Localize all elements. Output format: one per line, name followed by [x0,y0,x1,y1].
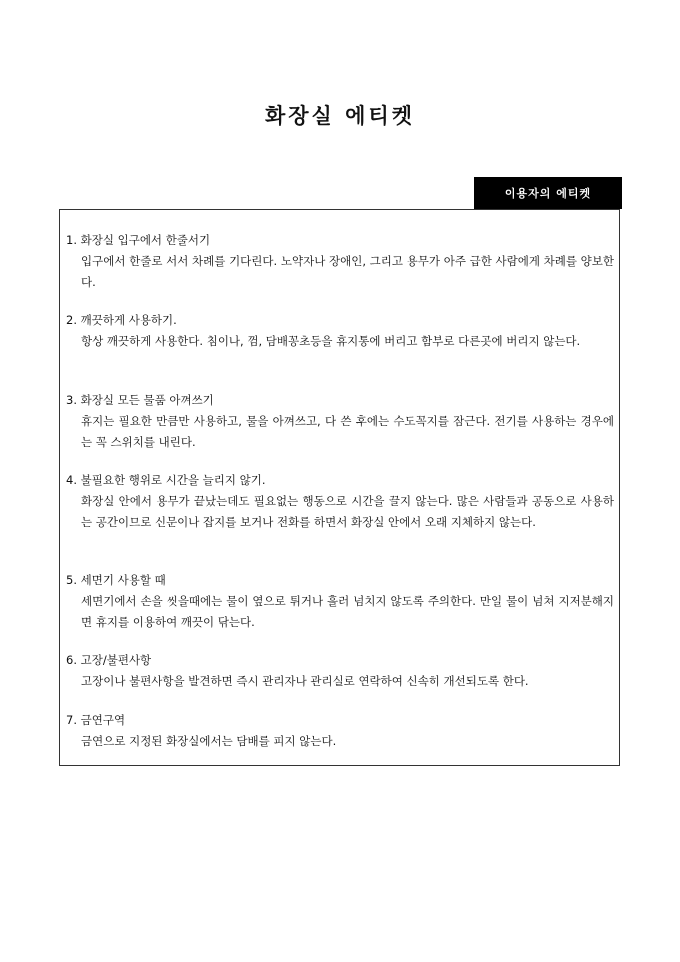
item-body: 휴지는 필요한 만큼만 사용하고, 물을 아껴쓰고, 다 쓴 후에는 수도꼭지를 잠근다. 전기를 사용하는 경우에는 꼭 스위치를 내린다. [81,414,614,449]
section-tab-label: 이용자의 에티켓 [474,177,622,209]
item-body: 세면기에서 손을 씻을때에는 물이 옆으로 튀거나 흘러 넘치지 않도록 주의한다. 만일 물이 넘쳐 지저분해지면 휴지를 이용하여 깨끗이 닦는다. [81,594,614,629]
item-heading: 3. 화장실 모든 물품 아껴쓰기 [66,393,214,407]
item-heading: 4. 불필요한 행위로 시간을 늘리지 않기. [66,473,266,487]
etiquette-item [66,390,614,453]
etiquette-content-box [59,209,620,766]
etiquette-item [66,470,614,533]
item-heading: 2. 깨끗하게 사용하기. [66,313,177,327]
etiquette-item [66,570,614,633]
page-title: 화장실 에티켓 [264,103,416,128]
item-heading: 1. 화장실 입구에서 한줄서기 [66,233,211,247]
etiquette-item [66,310,614,352]
item-heading: 5. 세면기 사용할 때 [66,573,166,587]
etiquette-item [66,710,614,752]
item-heading: 7. 금연구역 [66,713,126,727]
item-body: 입구에서 한줄로 서서 차례를 기다린다. 노약자나 장애인, 그리고 용무가 아주 급한 사람에게 차례를 양보한다. [81,254,614,289]
item-body: 화장실 안에서 용무가 끝났는데도 필요없는 행동으로 시간을 끌지 않는다. 많은 사람들과 공동으로 사용하는 공간이므로 신문이나 잡지를 보거나 전화를 하면서 화장실 안에서 오래 지체하지 않는다. [81,494,614,529]
item-heading: 6. 고장/불편사항 [66,653,152,667]
item-body: 항상 깨끗하게 사용한다. 침이나, 껌, 담배꽁초등을 휴지통에 버리고 함부로 다른곳에 버리지 않는다. [81,334,581,348]
item-body: 금연으로 지정된 화장실에서는 담배를 피지 않는다. [81,734,337,748]
item-body: 고장이나 불편사항을 발견하면 즉시 관리자나 관리실로 연락하여 신속히 개선되도록 한다. [81,674,529,688]
etiquette-item [66,650,614,692]
etiquette-item [66,230,614,293]
